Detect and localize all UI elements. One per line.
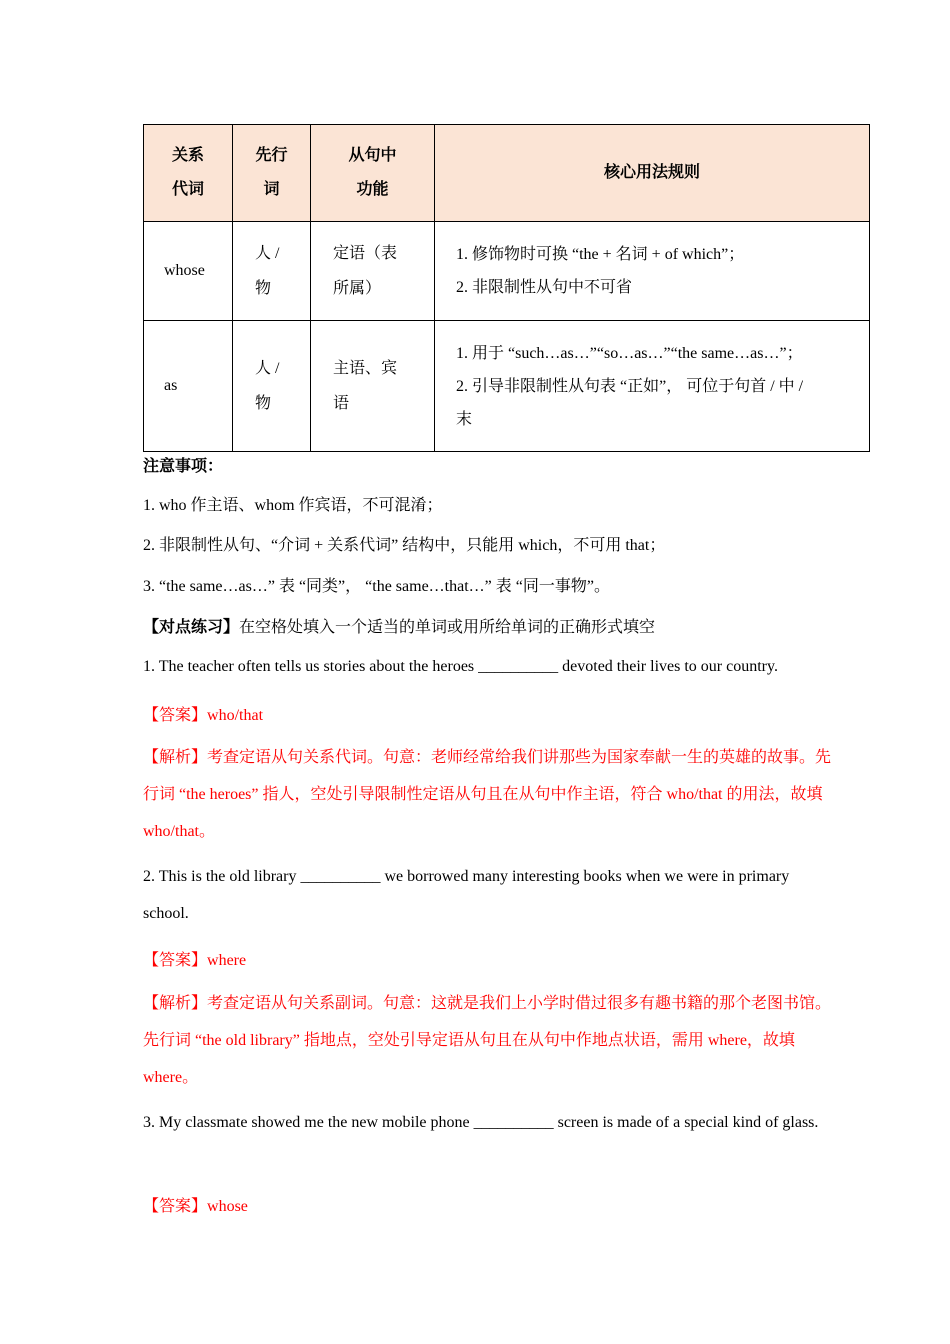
analysis-text: 考查定语从句关系代词。句意：老师经常给我们讲那些为国家奉献一生的英雄的故事。先行词 “the heroes” 指人，空处引导限制性定语从句且在从句中作主语，符合 who/that 的用法，故填 who/that。 [143, 749, 832, 840]
rule-line: 2. 引导非限制性从句表 “正如”， 可位于句首 / 中 / 末 [456, 377, 804, 428]
header-antecedent: 先行 词 [233, 125, 311, 222]
analysis-label: 【解析】 [143, 749, 208, 766]
answer-value: who/that [207, 707, 264, 724]
question-3: 3. My classmate showed me the new mobile phone __________ screen is made of a special kind of glass. [143, 1114, 819, 1131]
header-rules: 核心用法规则 [435, 125, 870, 222]
antecedent-cell: 人 / 物 [233, 321, 311, 452]
analysis-label: 【解析】 [143, 995, 208, 1012]
practice-heading [143, 614, 655, 637]
rules-cell [435, 222, 870, 321]
rule-line: 2. 非限制性从句中不可省 [456, 279, 633, 296]
rule-line: 1. 用于 “such…as…”“so…as…”“the same…as…”； [456, 344, 803, 362]
answer-label: 【答案】 [143, 707, 208, 724]
header-pronoun: 关系 代词 [144, 125, 233, 222]
function-cell: 定语（表 所属） [311, 222, 435, 321]
table-row [144, 321, 870, 452]
answer-3 [143, 1193, 248, 1216]
notes-heading: 注意事项： [143, 458, 224, 475]
answer-2 [143, 947, 246, 970]
question-2: 2. This is the old library __________ we borrowed many interesting books when we were in primary school. [143, 868, 790, 922]
answer-1 [143, 702, 263, 725]
answer-value: where [207, 952, 247, 969]
rules-cell [435, 321, 870, 452]
answer-value: whose [207, 1198, 248, 1215]
function-cell: 主语、宾 语 [311, 321, 435, 452]
note-item: 1. who 作主语、whom 作宾语，不可混淆； [143, 497, 443, 514]
analysis-text: 考查定语从句关系副词。句意：这就是我们上小学时借过很多有趣书籍的那个老图书馆。先行词 “the old library” 指地点，空处引导定语从句且在从句中作地点状语，需用 where，故填 where。 [143, 995, 832, 1086]
pronoun-cell: as [144, 321, 233, 452]
practice-label: 【对点练习】 [143, 619, 240, 636]
antecedent-cell: 人 / 物 [233, 222, 311, 321]
table-header-row [144, 125, 870, 222]
pronoun-cell: whose [144, 222, 233, 321]
relative-pronoun-table [143, 124, 870, 452]
table-row [144, 222, 870, 321]
answer-label: 【答案】 [143, 952, 208, 969]
rule-line: 1. 修饰物时可换 “the + 名词 + of which”； [456, 246, 745, 263]
analysis-1 [143, 739, 833, 850]
practice-instruction: 在空格处填入一个适当的单词或用所给单词的正确形式填空 [239, 619, 656, 636]
note-item: 3. “the same…as…” 表 “同类”， “the same…that…” 表 “同一事物”。 [143, 578, 610, 595]
answer-label: 【答案】 [143, 1198, 208, 1215]
note-item: 2. 非限制性从句、“介词 + 关系代词” 结构中，只能用 which，不可用 that； [143, 537, 666, 554]
question-1: 1. The teacher often tells us stories about the heroes __________ devoted their lives to our country. [143, 658, 778, 675]
header-function: 从句中 功能 [311, 125, 435, 222]
analysis-2 [143, 985, 833, 1096]
